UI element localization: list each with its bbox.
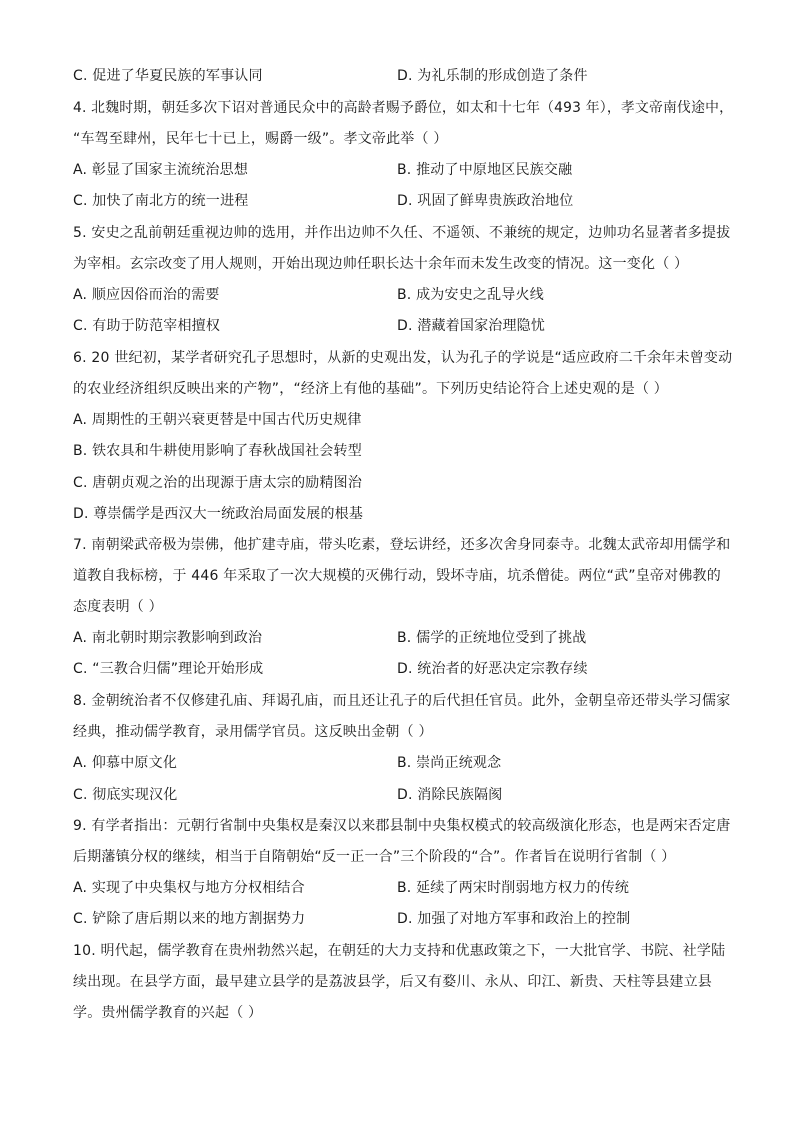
q10-stem-line3: 学。贵州儒学教育的兴起（ ） [73,1005,263,1021]
q6-option-d: D. 尊崇儒学是西汉大一统政治局面发展的根基 [73,506,364,522]
q4-stem-line1: 4. 北魏时期，朝廷多次下诏对普通民众中的高龄者赐予爵位，如太和十七年（493 年），孝文帝南伐途中， [73,100,734,116]
q9-option-c: C. 铲除了唐后期以来的地方割据势力 [73,911,306,927]
q6-option-a: A. 周期性的王朝兴衰更替是中国古代历史规律 [73,412,362,428]
q4-option-c: C. 加快了南北方的统一进程 [73,193,249,209]
q9-stem-line2: 后期藩镇分权的继续，相当于自隋朝始“反一正一合”三个阶段的“合”。作者旨在说明行省制（ ） [73,849,676,865]
q8-stem-line2: 经典，推动儒学教育，录用儒学官员。这反映出金朝（ ） [73,724,433,740]
q4-stem-line2: “车驾至肆州，民年七十已上，赐爵一级”。孝文帝此举（ ） [73,131,448,147]
q7-stem-line3: 态度表明（ ） [73,599,163,615]
q6-option-b: B. 铁农具和牛耕使用影响了春秋战国社会转型 [73,443,362,459]
q3-option-c: C. 促进了华夏民族的军事认同 [73,68,263,84]
q7-stem-line2: 道教自我标榜，于 446 年采取了一次大规模的灭佛行动，毁坏寺庙，坑杀僧徒。两位“武”皇帝对佛教的 [73,568,721,584]
q9-option-d: D. 加强了对地方军事和政治上的控制 [397,911,631,927]
q4-option-b: B. 推动了中原地区民族交融 [397,162,573,178]
q7-stem-line1: 7. 南朝梁武帝极为崇佛，他扩建寺庙，带头吃素，登坛讲经，还多次舍身同泰寺。北魏太武帝却用儒学和 [73,537,731,553]
q7-option-c: C. “三教合归儒”理论开始形成 [73,661,264,677]
q6-stem-line1: 6. 20 世纪初，某学者研究孔子思想时，从新的史观出发，认为孔子的学说是“适应政府二千余年未曾变动 [73,350,733,366]
q5-stem-line2: 为宰相。玄宗改变了用人规则，开始出现边帅任职长达十余年而未发生改变的情况。这一变化（ ） [73,256,689,272]
q5-option-b: B. 成为安史之乱导火线 [397,287,544,303]
q4-option-a: A. 彰显了国家主流统治思想 [73,162,249,178]
q10-stem-line2: 续出现。在县学方面，最早建立县学的是荔波县学，后又有婺川、永从、印江、新贵、天柱等县建立县 [73,974,712,990]
q8-option-d: D. 消除民族隔阂 [397,787,503,803]
q8-option-b: B. 崇尚正统观念 [397,755,502,771]
q8-stem-line1: 8. 金朝统治者不仅修建孔庙、拜谒孔庙，而且还让孔子的后代担任官员。此外，金朝皇帝还带头学习儒家 [73,693,731,709]
q7-option-b: B. 儒学的正统地位受到了挑战 [397,630,587,646]
q5-option-c: C. 有助于防范宰相擅权 [73,318,221,334]
q5-option-d: D. 潜藏着国家治理隐忧 [397,318,546,334]
q7-option-d: D. 统治者的好恶决定宗教存续 [397,661,588,677]
q6-option-c: C. 唐朝贞观之治的出现源于唐太宗的励精图治 [73,475,363,491]
q8-option-a: A. 仰慕中原文化 [73,755,178,771]
q8-option-c: C. 彻底实现汉化 [73,787,178,803]
q3-option-d: D. 为礼乐制的形成创造了条件 [397,68,588,84]
q7-option-a: A. 南北朝时期宗教影响到政治 [73,630,263,646]
q9-option-a: A. 实现了中央集权与地方分权相结合 [73,880,305,896]
q9-stem-line1: 9. 有学者指出：元朝行省制中央集权是秦汉以来郡县制中央集权模式的较高级演化形态，也是两宋否定唐 [73,818,731,834]
q6-stem-line2: 的农业经济组织反映出来的产物”，“经济上有他的基础”。下列历史结论符合上述史观的是（ ） [73,381,669,397]
q10-stem-line1: 10. 明代起，儒学教育在贵州勃然兴起，在朝廷的大力支持和优惠政策之下，一大批官学、书院、社学陆 [73,943,726,959]
q4-option-d: D. 巩固了鲜卑贵族政治地位 [397,193,574,209]
q5-stem-line1: 5. 安史之乱前朝廷重视边帅的选用，并作出边帅不久任、不遥领、不兼统的规定，边帅功名显著者多提拔 [73,225,731,241]
q9-option-b: B. 延续了两宋时削弱地方权力的传统 [397,880,630,896]
q5-option-a: A. 顺应因俗而治的需要 [73,287,220,303]
